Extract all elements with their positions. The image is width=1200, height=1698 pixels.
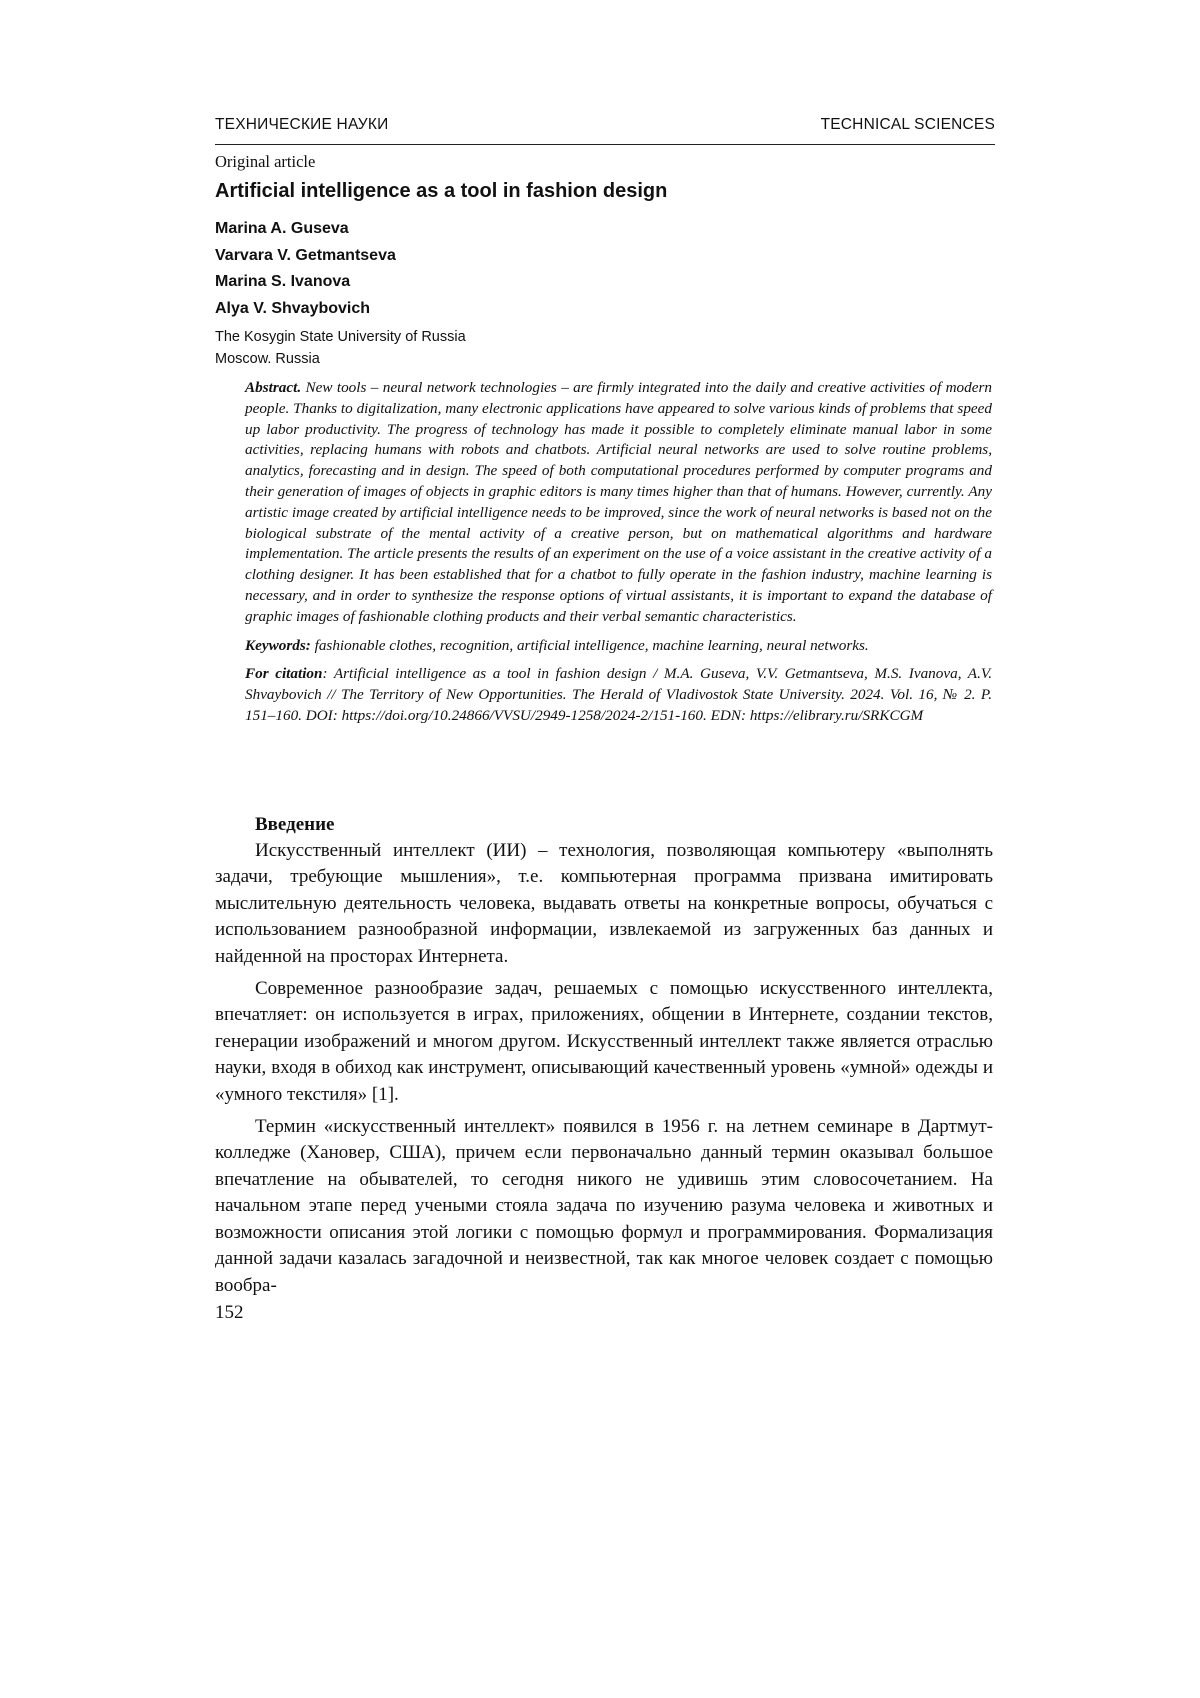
citation-label: For citation bbox=[245, 665, 322, 682]
author-name: Alya V. Shvaybovich bbox=[215, 296, 396, 323]
body-paragraph: Искусственный интеллект (ИИ) – технология, позволяющая компьютеру «выполнять задачи, требующие мышления», т.е. компьютерная программа призвана имитировать мыслительную деятельность человека, выдавать ответы на конкретные вопросы, обучаться с использованием разнообразной информации, извлекаемой из загруженных баз данных и найденной на просторах Интернета. bbox=[215, 838, 993, 970]
author-name: Varvara V. Getmantseva bbox=[215, 243, 396, 270]
header-section-ru: ТЕХНИЧЕСКИЕ НАУКИ bbox=[215, 116, 388, 134]
keywords-label: Keywords bbox=[245, 637, 306, 654]
author-name: Marina A. Guseva bbox=[215, 216, 396, 243]
section-heading: Введение bbox=[255, 812, 993, 838]
abstract-block bbox=[245, 378, 992, 735]
abstract-label: Abstract. bbox=[245, 379, 301, 396]
paper-page bbox=[0, 0, 1200, 1698]
page-number: 152 bbox=[215, 1302, 244, 1324]
citation-text: Artificial intelligence as a tool in fashion design / M.A. Guseva, V.V. Getmantseva, M.S. Ivanova, A.V. Shvaybovich // The Territory of New Opportunities. The Herald of Vladivostok State University. 2024. Vol. 16, № 2. P. 151–160. DOI: https://doi.org/10.24866/VVSU/2949-1258/2024-2/151-160. EDN: https://elibrary.ru/SRKCGM bbox=[245, 665, 992, 724]
author-list bbox=[215, 216, 396, 322]
author-name: Marina S. Ivanova bbox=[215, 269, 396, 296]
keywords-text: fashionable clothes, recognition, artificial intelligence, machine learning, neural networks. bbox=[315, 637, 869, 654]
affiliation bbox=[215, 326, 466, 370]
running-header bbox=[215, 116, 995, 145]
body-paragraph: Термин «искусственный интеллект» появился в 1956 г. на летнем семинаре в Дартмут-колледже (Хановер, США), причем если первоначально данный термин оказывал большое впечатление на обывателей, то сегодня никого не удивишь этим словосочетанием. На начальном этапе перед учеными стояла задача по изучению разума человека и животных и возможности описания этой логики с помощью формул и программирования. Формализация данной задачи казалась загадочной и неизвестной, так как многое человек создает с помощью вообра- bbox=[215, 1114, 993, 1299]
affiliation-city: Moscow. Russia bbox=[215, 348, 466, 370]
introduction-section bbox=[215, 812, 993, 1305]
abstract bbox=[245, 378, 992, 628]
article-title: Artificial intelligence as a tool in fashion design bbox=[215, 180, 667, 203]
citation: For citation: Artificial intelligence as a tool in fashion design / M.A. Guseva, V.V. Getmantseva, M.S. Ivanova, A.V. Shvaybovich // The Territory of New Opportunities. The Herald of Vladivostok State University. 2024. Vol. 16, № 2. P. 151–160. DOI: https://doi.org/10.24866/VVSU/2949-1258/2024-2/151-160. EDN: https://elibrary.ru/SRKCGM bbox=[245, 664, 992, 726]
header-section-en: TECHNICAL SCIENCES bbox=[821, 116, 995, 134]
article-type: Original article bbox=[215, 152, 315, 172]
body-paragraph: Современное разнообразие задач, решаемых с помощью искусственного интеллекта, впечатляет: он используется в играх, приложениях, общении в Интернете, создании текстов, генерации изображений и многом другом. Искусственный интеллект также является отраслью науки, входя в обиход как инструмент, описывающий качественный уровень «умной» одежды и «умного текстиля» [1]. bbox=[215, 976, 993, 1108]
keywords: Keywords: fashionable clothes, recognition, artificial intelligence, machine learning, neural networks. bbox=[245, 636, 992, 657]
abstract-text: New tools – neural network technologies – are firmly integrated into the daily and creative activities of modern people. Thanks to digitalization, many electronic applications have appeared to solve various kinds of problems that speed up labor productivity. The progress of technology has made it possible to completely eliminate manual labor in some activities, replacing humans with robots and chatbots. Artificial neural networks are used to solve routine problems, analytics, forecasting and in design. The speed of both computational procedures performed by computer programs and their generation of images of objects in graphic editors is many times higher than that of humans. However, currently. Any artistic image created by artificial intelligence needs to be improved, since the work of neural networks is based not on the biological substrate of the mental activity of a creative person, but on mathematical algorithms and hardware implementation. The article presents the results of an experiment on the use of a voice assistant in the creative activity of a clothing designer. It has been established that for a chatbot to fully operate in the fashion industry, machine learning is necessary, and in order to synthesize the response options of virtual assistants, it is important to expand the database of graphic images of fashionable clothing products and their verbal semantic characteristics. bbox=[245, 379, 992, 625]
affiliation-institution: The Kosygin State University of Russia bbox=[215, 326, 466, 348]
